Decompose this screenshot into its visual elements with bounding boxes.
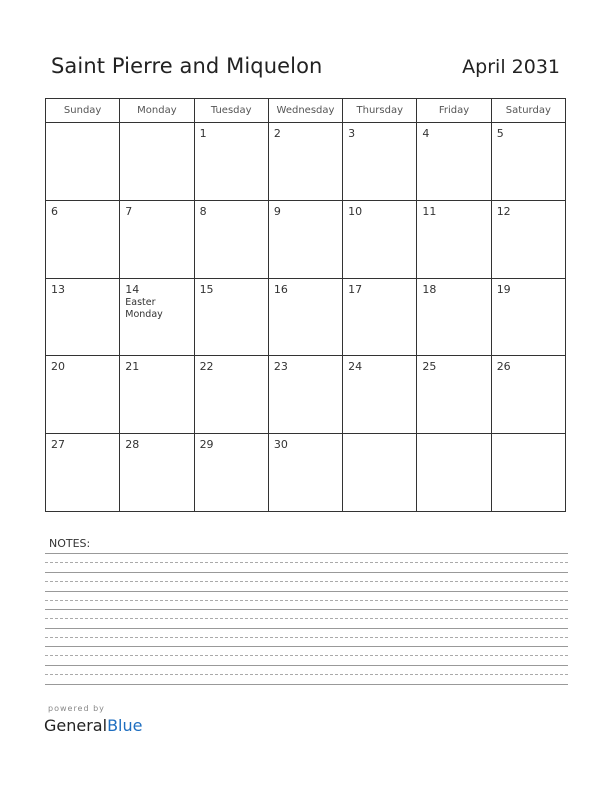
weekday-header: Saturday (491, 99, 565, 123)
calendar-week-row (46, 278, 566, 356)
calendar-day-cell (120, 356, 194, 434)
weekday-header: Thursday (343, 99, 417, 123)
day-number: 9 (273, 204, 281, 218)
calendar-country-title: Saint Pierre and Miquelon (51, 54, 323, 78)
day-number: 6 (51, 204, 58, 218)
notes-line (45, 628, 568, 629)
calendar-day-cell (194, 278, 268, 356)
calendar-day-cell (491, 356, 565, 434)
notes-line (45, 665, 568, 666)
calendar-day-cell (417, 123, 491, 201)
notes-line (45, 572, 568, 573)
notes-line (45, 684, 568, 685)
day-number: 21 (125, 360, 140, 374)
calendar-week-row (46, 200, 566, 278)
notes-line (45, 553, 568, 554)
calendar-empty-cell (120, 123, 194, 201)
weekday-header: Sunday (46, 99, 120, 123)
calendar-day-cell (46, 200, 120, 278)
day-number: 16 (273, 282, 288, 296)
logo-general-text: General (44, 716, 108, 735)
calendar-day-cell (268, 123, 342, 201)
weekday-header: Tuesday (194, 99, 268, 123)
calendar-day-cell (268, 356, 342, 434)
day-number: 23 (273, 360, 288, 374)
calendar-day-cell (417, 356, 491, 434)
day-number: 17 (348, 282, 363, 296)
day-number: 22 (199, 360, 214, 374)
weekday-header: Monday (120, 99, 194, 123)
notes-line (45, 646, 568, 647)
calendar-day-cell (268, 200, 342, 278)
calendar-empty-cell (46, 123, 120, 201)
calendar-day-cell (46, 278, 120, 356)
logo-blue-text: Blue (107, 716, 143, 735)
calendar-day-cell (120, 200, 194, 278)
day-number: 27 (51, 438, 65, 452)
powered-by-text: powered by (48, 704, 105, 713)
calendar-day-cell (417, 278, 491, 356)
weekday-header: Wednesday (268, 99, 342, 123)
holiday-label: Easter Monday (125, 296, 163, 320)
day-number: 28 (125, 438, 140, 452)
calendar-day-cell (491, 200, 565, 278)
day-number: 20 (51, 360, 65, 374)
day-number: 29 (199, 438, 214, 452)
weekday-header: Friday (417, 99, 491, 123)
day-number: 13 (51, 282, 65, 296)
notes-line (45, 618, 568, 619)
calendar-day-cell (417, 200, 491, 278)
calendar-day-cell (120, 434, 194, 512)
calendar-day-cell (268, 278, 342, 356)
notes-line (45, 600, 568, 601)
calendar-empty-cell (417, 434, 491, 512)
day-number: 26 (496, 360, 511, 374)
calendar-week-row (46, 123, 566, 201)
notes-line (45, 674, 568, 675)
day-number: 25 (422, 360, 437, 374)
day-number: 30 (273, 438, 288, 452)
day-number: 8 (199, 204, 207, 218)
day-number: 2 (273, 127, 281, 140)
notes-line (45, 637, 568, 638)
calendar-day-cell (120, 278, 194, 356)
calendar-day-cell (343, 200, 417, 278)
calendar-empty-cell (491, 434, 565, 512)
day-number: 24 (348, 360, 363, 374)
notes-line (45, 655, 568, 656)
calendar-day-cell (194, 200, 268, 278)
calendar-day-cell (491, 123, 565, 201)
calendar-grid (45, 98, 566, 512)
calendar-day-cell (343, 356, 417, 434)
calendar-week-row (46, 356, 566, 434)
calendar-week-row (46, 434, 566, 512)
day-number: 3 (348, 127, 356, 140)
calendar-day-cell (343, 278, 417, 356)
calendar-day-cell (491, 278, 565, 356)
generalblue-logo[interactable] (44, 716, 142, 735)
calendar-month-title: April 2031 (462, 56, 560, 78)
day-number: 7 (125, 204, 133, 218)
calendar-day-cell (343, 123, 417, 201)
day-number: 5 (496, 127, 504, 140)
day-number: 15 (199, 282, 214, 296)
notes-line (45, 591, 568, 592)
day-number: 14 (125, 282, 140, 296)
calendar-day-cell (46, 356, 120, 434)
day-number: 1 (199, 127, 207, 140)
calendar-day-cell (194, 356, 268, 434)
day-number: 12 (496, 204, 511, 218)
weekday-header-row (46, 99, 566, 123)
notes-line (45, 562, 568, 563)
calendar-day-cell (194, 123, 268, 201)
calendar-day-cell (268, 434, 342, 512)
notes-line (45, 609, 568, 610)
day-number: 19 (496, 282, 511, 296)
notes-line (45, 581, 568, 582)
calendar-day-cell (46, 434, 120, 512)
day-number: 11 (422, 204, 437, 218)
calendar-empty-cell (343, 434, 417, 512)
day-number: 18 (422, 282, 437, 296)
notes-label: NOTES: (49, 537, 91, 550)
day-number: 4 (422, 127, 430, 140)
day-number: 10 (348, 204, 363, 218)
calendar-day-cell (194, 434, 268, 512)
